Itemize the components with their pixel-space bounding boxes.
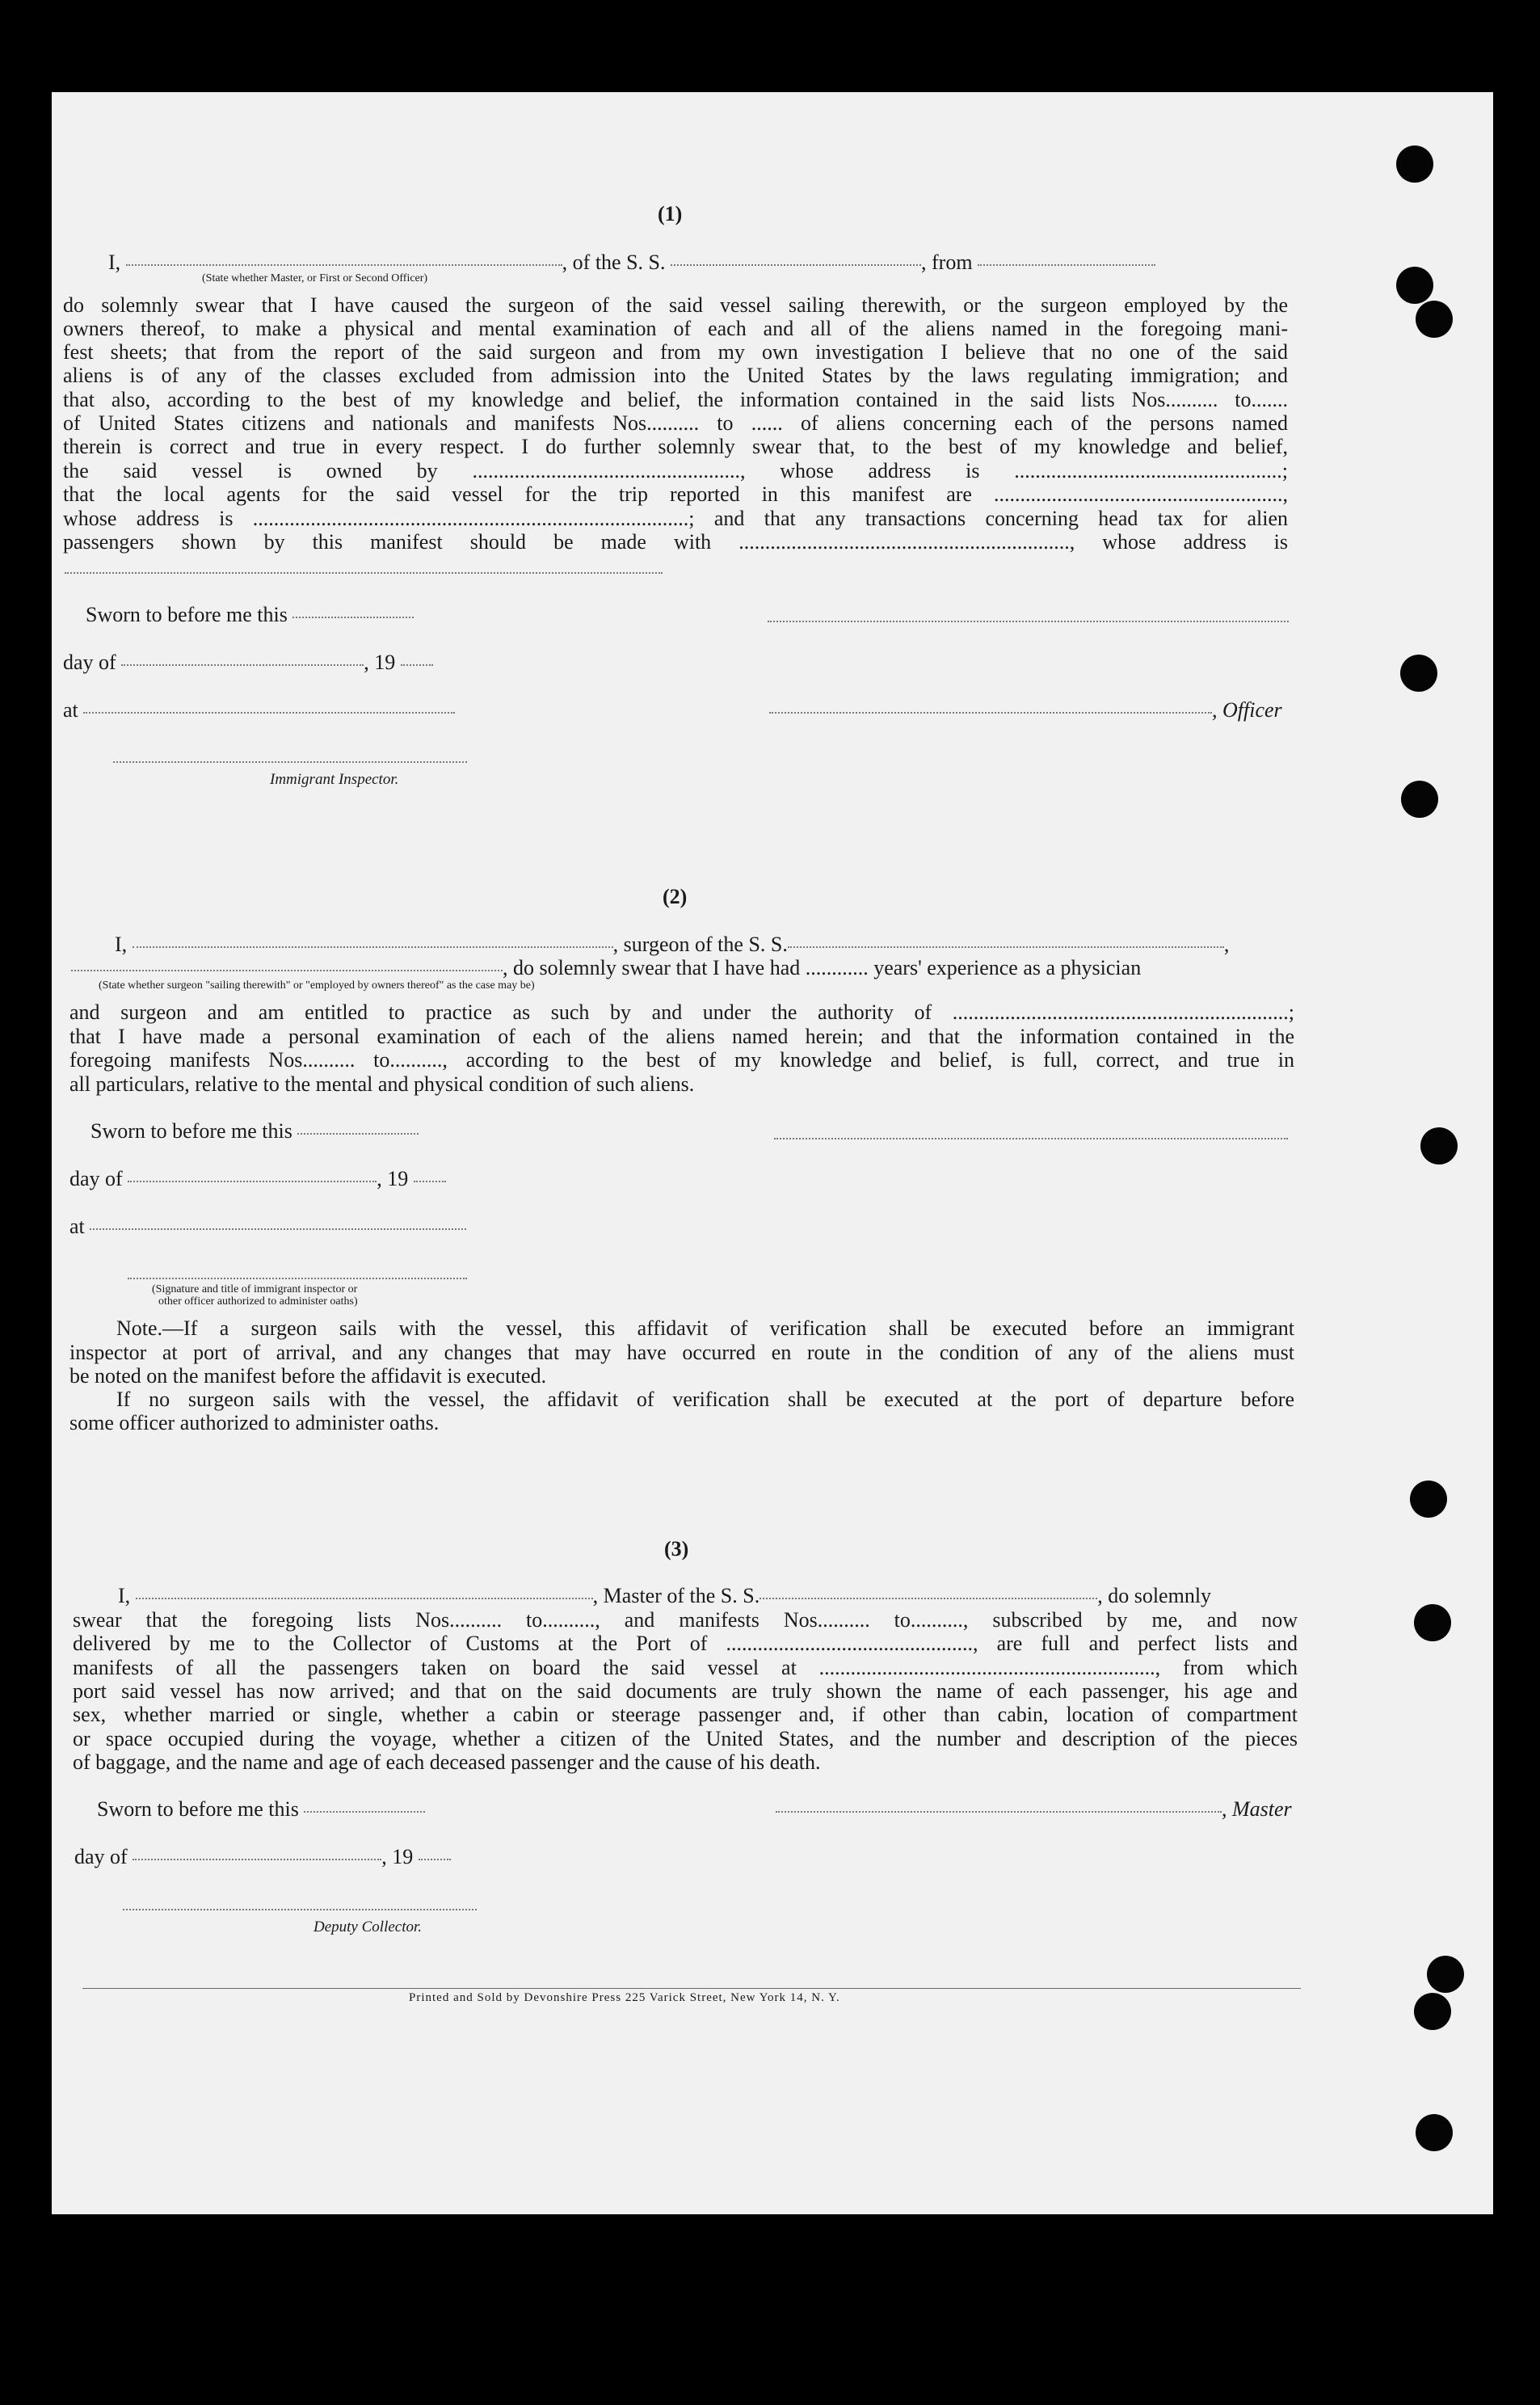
s2-line: that I have made a personal examination of each of the aliens named herein; and that the information contained in the: [69, 1025, 1294, 1048]
s3-day: [74, 1845, 451, 1869]
s3-line: delivered by me to the Collector of Customs at the Port of ..............................................., are full and perfect lists and: [73, 1632, 1298, 1655]
day-blank[interactable]: [121, 663, 364, 666]
address-blank[interactable]: [65, 572, 663, 574]
day-blank[interactable]: [128, 1180, 377, 1182]
s1-day: [63, 651, 433, 675]
punch-hole: [1420, 1127, 1458, 1165]
s1-line: fest sheets; that from the report of the said surgeon and from my own investigation I believe that no one of the said: [63, 340, 1288, 364]
day-label: day of: [74, 1845, 128, 1868]
s3-line-1: [118, 1584, 1211, 1608]
year-blank[interactable]: [419, 1858, 451, 1860]
section-1-heading: (1): [658, 202, 683, 225]
pronoun: I,: [108, 251, 121, 274]
punch-hole: [1416, 301, 1453, 338]
officer-name-blank[interactable]: [126, 263, 562, 266]
ship-label: , of the S. S.: [562, 251, 666, 274]
year-blank[interactable]: [414, 1180, 446, 1182]
s3-line: sex, whether married or single, whether a cabin or steerage passenger and, if other than cabin, location of compartment: [73, 1703, 1298, 1726]
punch-hole: [1416, 2114, 1453, 2151]
s3-last-line: of baggage, and the name and age of each deceased passenger and the cause of his death.: [73, 1750, 821, 1774]
inspector-signature-blank[interactable]: [128, 1278, 467, 1279]
master-label: , Master: [1222, 1797, 1292, 1821]
years-experience-text: , do solemnly swear that I have had ............ years' experience as a physician: [503, 956, 1142, 979]
surgeon-note: (State whether surgeon "sailing therewith" or "employed by owners thereof" as the case may be): [99, 979, 535, 992]
at-label: at: [63, 698, 78, 722]
s1-line: therein is correct and true in every respect. I do further solemnly swear that, to the best of my knowledge and belief,: [63, 435, 1288, 458]
s1-line: aliens is of any of the classes excluded from admission into the United States by the laws regulating immigration; and: [63, 364, 1288, 387]
ship-name-blank[interactable]: [671, 263, 921, 266]
signature-blank[interactable]: [768, 621, 1289, 622]
surgeon-name-blank[interactable]: [133, 946, 613, 948]
pronoun: I,: [118, 1584, 131, 1607]
from-port-blank[interactable]: [978, 263, 1155, 266]
at-blank[interactable]: [90, 1228, 466, 1230]
s2-day: [69, 1167, 446, 1191]
officer-label: , Officer: [1212, 698, 1282, 722]
note-2-line: If no surgeon sails with the vessel, the affidavit of verification shall be executed at the port of departure before: [116, 1388, 1294, 1411]
master-name-blank[interactable]: [136, 1597, 593, 1599]
sworn-date-blank[interactable]: [292, 616, 414, 618]
ship-label: , surgeon of the S. S.: [612, 933, 788, 956]
at-blank[interactable]: [83, 711, 455, 714]
punch-hole: [1400, 655, 1437, 692]
s2-at: [69, 1215, 466, 1239]
s1-officer-line: [769, 698, 1282, 722]
s1-at: [63, 698, 455, 722]
s1-line: do solemnly swear that I have caused the surgeon of the said vessel sailing therewith, or the surgeon employed by the: [63, 293, 1288, 317]
section-3-heading: (3): [664, 1537, 689, 1561]
year-blank[interactable]: [401, 663, 433, 666]
pronoun: I,: [115, 933, 128, 956]
s2-sworn: [90, 1119, 419, 1144]
sworn-label: Sworn to before me this: [97, 1797, 299, 1821]
s1-line: that the local agents for the said vessel for the trip reported in this manifest are .......................................................,: [63, 482, 1288, 506]
s2-line-2: [71, 956, 1141, 980]
at-label: at: [69, 1215, 85, 1238]
ship-label: , Master of the S. S.: [592, 1584, 760, 1607]
signature-note-1: (Signature and title of immigrant inspector or: [152, 1283, 358, 1295]
day-label: day of: [69, 1167, 123, 1190]
footer-rule: [82, 1988, 1301, 1989]
s2-line: and surgeon and am entitled to practice as such by and under the authority of ................................................................;: [69, 1000, 1294, 1024]
s1-sworn: [86, 603, 414, 627]
sworn-date-blank[interactable]: [304, 1810, 425, 1813]
punch-hole: [1396, 267, 1433, 304]
s3-master-line: [776, 1797, 1292, 1822]
s1-line: passengers shown by this manifest should be made with ..............................................................., whose address is: [63, 530, 1288, 554]
note-2-last-line: some officer authorized to administer oaths.: [69, 1411, 440, 1434]
ship-name-blank[interactable]: [788, 946, 1224, 948]
year-label: , 19: [381, 1845, 414, 1868]
s3-line: or space occupied during the voyage, whether a citizen of the United States, and the number and description of the pieces: [73, 1727, 1298, 1750]
surgeon-status-blank[interactable]: [71, 969, 503, 971]
sworn-label: Sworn to before me this: [90, 1119, 292, 1143]
inspector-label: Immigrant Inspector.: [270, 771, 399, 788]
signature-blank[interactable]: [774, 1138, 1288, 1139]
punch-hole: [1401, 781, 1438, 818]
collector-label: Deputy Collector.: [313, 1919, 423, 1935]
punch-hole: [1396, 145, 1433, 183]
s3-line: swear that the foregoing lists Nos.......... to.........., and manifests Nos.......... to.........., subscribed by me, and now: [73, 1608, 1298, 1632]
ship-name-blank[interactable]: [759, 1597, 1097, 1599]
year-label: , 19: [377, 1167, 409, 1190]
s3-sworn: [97, 1797, 425, 1822]
do-solemnly-label: , do solemnly: [1097, 1584, 1212, 1607]
s2-line: foregoing manifests Nos.......... to.........., according to the best of my knowledge and belief, is full, correct, and true in: [69, 1048, 1294, 1072]
s2-line-1: [115, 933, 1229, 957]
day-label: day of: [63, 651, 116, 674]
s1-line: owners thereof, to make a physical and mental examination of each and all of the aliens named in the foregoing mani-: [63, 317, 1288, 340]
officer-note: (State whether Master, or First or Second Officer): [202, 272, 428, 284]
punch-hole: [1414, 1604, 1451, 1641]
officer-signature-blank[interactable]: [769, 711, 1212, 714]
sworn-date-blank[interactable]: [297, 1132, 419, 1135]
s1-line: the said vessel is owned by ..................................................., whose address is ...................................................;: [63, 459, 1288, 482]
day-blank[interactable]: [133, 1858, 381, 1860]
section-2-heading: (2): [663, 885, 688, 908]
note-last-line: be noted on the manifest before the affidavit is executed.: [69, 1364, 547, 1388]
s1-line: that also, according to the best of my knowledge and belief, the information contained in the said lists Nos.......... to.......: [63, 388, 1288, 411]
s1-line: of United States citizens and nationals and manifests Nos.......... to ...... of aliens concerning each of the persons named: [63, 411, 1288, 435]
master-signature-blank[interactable]: [776, 1810, 1222, 1813]
comma: ,: [1223, 933, 1230, 956]
punch-hole: [1427, 1956, 1464, 1993]
note-line: inspector at port of arrival, and any changes that may have occurred en route in the condition of any of the aliens must: [69, 1341, 1294, 1364]
sworn-label: Sworn to before me this: [86, 603, 288, 626]
s3-line: port said vessel has now arrived; and that on the said documents are truly shown the name of each passenger, his age and: [73, 1679, 1298, 1703]
year-label: , 19: [364, 651, 396, 674]
section-1-line-1: [108, 251, 1155, 275]
printer-footer: Printed and Sold by Devonshire Press 225 Varick Street, New York 14, N. Y.: [409, 1991, 840, 2004]
s1-line: whose address is ...................................................................................; and that any transactions concerning head tax for alien: [63, 507, 1288, 530]
signature-note-2: other officer authorized to administer oaths): [158, 1295, 358, 1308]
collector-signature-blank[interactable]: [123, 1909, 477, 1910]
s3-line: manifests of all the passengers taken on board the said vessel at ................................................................, from which: [73, 1656, 1298, 1679]
note-line: Note.—If a surgeon sails with the vessel, this affidavit of verification shall be executed before an immigrant: [116, 1316, 1294, 1340]
s2-last-line: all particulars, relative to the mental and physical condition of such aliens.: [69, 1072, 695, 1096]
inspector-signature-blank[interactable]: [113, 761, 467, 763]
punch-hole: [1414, 1993, 1451, 2030]
punch-hole: [1410, 1480, 1447, 1518]
from-label: , from: [921, 251, 973, 274]
